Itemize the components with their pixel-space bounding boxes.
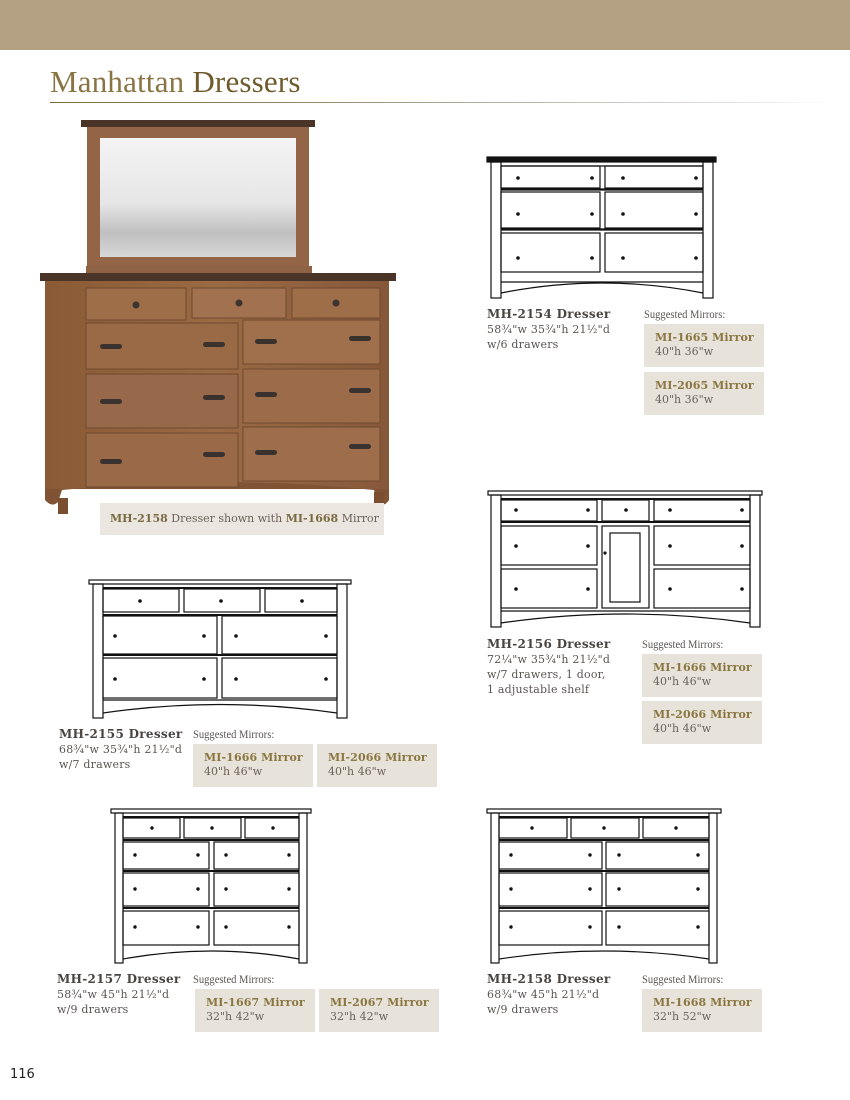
mirror-dimensions: 40"h 36"w bbox=[655, 393, 714, 406]
product-details: w/9 drawers bbox=[57, 1003, 129, 1016]
mirror-option bbox=[644, 324, 764, 367]
mirror-name: MI-1665 Mirror bbox=[655, 331, 754, 344]
title-divider bbox=[50, 102, 830, 103]
title-category: Dressers bbox=[192, 64, 301, 99]
product-name: MH-2155 Dresser bbox=[59, 727, 183, 741]
suggested-mirrors-label: Suggested Mirrors: bbox=[642, 637, 724, 651]
mirror-dimensions: 32"h 42"w bbox=[206, 1010, 265, 1023]
mirror-option bbox=[642, 654, 762, 697]
mirror-name: MI-1667 Mirror bbox=[206, 996, 305, 1009]
mirror-dimensions: 32"h 42"w bbox=[330, 1010, 389, 1023]
page-number: 116 bbox=[10, 1067, 35, 1082]
product-details: 1 adjustable shelf bbox=[487, 683, 590, 696]
product-mh-2156 bbox=[487, 637, 611, 697]
caption-text: MH-2158 Dresser shown with MI-1668 Mirror bbox=[110, 512, 379, 525]
mirror-dimensions: 40"h 46"w bbox=[328, 765, 387, 778]
mh-2156-drawing bbox=[486, 489, 764, 629]
product-dimensions: 58¾"w 35¾"h 21½"d bbox=[487, 323, 611, 336]
product-details: w/9 drawers bbox=[487, 1003, 559, 1016]
mirror-name: MI-2066 Mirror bbox=[328, 751, 427, 764]
product-name: MH-2157 Dresser bbox=[57, 972, 181, 986]
page-title bbox=[50, 64, 301, 100]
mirror-name: MI-2066 Mirror bbox=[653, 708, 752, 721]
mirror-option bbox=[644, 372, 764, 415]
product-details: w/6 drawers bbox=[487, 338, 559, 351]
dresser-photo bbox=[38, 118, 400, 518]
product-dimensions: 68¾"w 35¾"h 21½"d bbox=[59, 743, 183, 756]
product-dimensions: 72¼"w 35¾"h 21½"d bbox=[487, 653, 611, 666]
product-name: MH-2158 Dresser bbox=[487, 972, 611, 986]
mirror-option bbox=[642, 989, 762, 1032]
mirror-option bbox=[317, 744, 437, 787]
product-dimensions: 58¾"w 45"h 21½"d bbox=[57, 988, 170, 1001]
mirror-name: MI-1668 Mirror bbox=[653, 996, 752, 1009]
mirror-name: MI-1666 Mirror bbox=[653, 661, 752, 674]
product-details: w/7 drawers bbox=[59, 758, 131, 771]
mh-2155-drawing bbox=[88, 578, 352, 720]
product-dimensions: 68¾"w 45"h 21½"d bbox=[487, 988, 600, 1001]
mirror-dimensions: 32"h 52"w bbox=[653, 1010, 712, 1023]
mirror-dimensions: 40"h 46"w bbox=[204, 765, 263, 778]
suggested-mirrors-label: Suggested Mirrors: bbox=[193, 972, 275, 986]
mirror-name: MI-2067 Mirror bbox=[330, 996, 429, 1009]
mirror-option bbox=[193, 744, 313, 787]
product-mh-2158 bbox=[487, 972, 611, 1017]
photo-caption bbox=[100, 503, 384, 535]
suggested-mirrors-label: Suggested Mirrors: bbox=[644, 307, 726, 321]
suggested-mirrors-label: Suggested Mirrors: bbox=[193, 727, 275, 741]
mh-2157-drawing bbox=[110, 807, 312, 965]
caption-mirror: MI-1668 bbox=[285, 512, 339, 525]
header-band bbox=[0, 0, 850, 50]
product-details: w/7 drawers, 1 door, bbox=[487, 668, 606, 681]
mirror-name: MI-1666 Mirror bbox=[204, 751, 303, 764]
suggested-mirrors-label: Suggested Mirrors: bbox=[642, 972, 724, 986]
caption-model: MH-2158 bbox=[110, 512, 168, 525]
title-collection: Manhattan bbox=[50, 64, 185, 99]
mirror-option bbox=[195, 989, 315, 1032]
mirror-option bbox=[319, 989, 439, 1032]
mirror-dimensions: 40"h 46"w bbox=[653, 722, 712, 735]
product-mh-2155 bbox=[59, 727, 183, 772]
product-mh-2154 bbox=[487, 307, 611, 352]
mh-2158-drawing bbox=[486, 807, 722, 965]
mirror-dimensions: 40"h 36"w bbox=[655, 345, 714, 358]
product-name: MH-2156 Dresser bbox=[487, 637, 611, 651]
mirror-dimensions: 40"h 46"w bbox=[653, 675, 712, 688]
product-mh-2157 bbox=[57, 972, 181, 1017]
mirror-name: MI-2065 Mirror bbox=[655, 379, 754, 392]
mirror-option bbox=[642, 701, 762, 744]
product-name: MH-2154 Dresser bbox=[487, 307, 611, 321]
mh-2154-drawing bbox=[486, 155, 718, 300]
